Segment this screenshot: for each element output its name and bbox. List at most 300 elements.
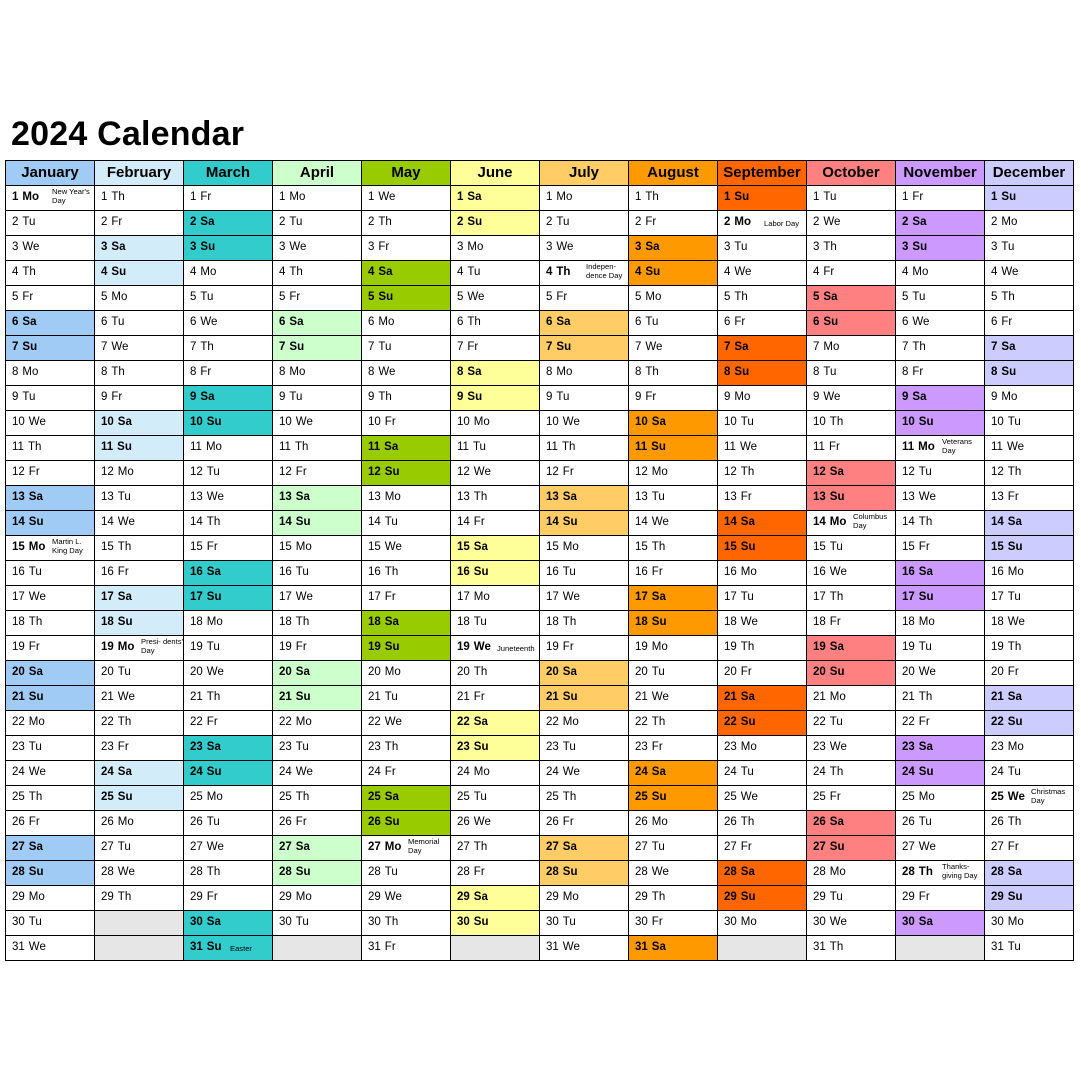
weekday-abbr: Fr <box>645 216 657 228</box>
weekday-abbr: Su <box>918 766 934 778</box>
day-cell <box>628 510 718 536</box>
day-number: 26 <box>279 816 292 828</box>
weekday-abbr: We <box>117 691 135 703</box>
day-number: 19 <box>190 641 203 653</box>
day-label <box>813 291 837 303</box>
day-label <box>190 866 220 878</box>
day-label <box>724 316 745 328</box>
day-number: 4 <box>546 266 553 278</box>
day-cell <box>5 435 95 461</box>
day-cell <box>272 235 362 261</box>
day-number: 6 <box>12 316 19 328</box>
holiday-label: Columbus Day <box>853 512 888 530</box>
day-label <box>12 441 41 453</box>
day-number: 18 <box>190 616 203 628</box>
day-number: 17 <box>546 591 559 603</box>
day-cell <box>5 510 95 536</box>
day-label <box>991 291 1015 303</box>
day-label <box>902 541 930 553</box>
day-cell <box>717 585 807 611</box>
day-number: 21 <box>12 691 25 703</box>
day-cell <box>272 260 362 286</box>
weekday-abbr: Mo <box>117 641 135 653</box>
weekday-abbr: Th <box>562 791 577 803</box>
day-cell <box>94 535 184 561</box>
month-column-june <box>450 160 539 961</box>
day-number: 28 <box>902 866 915 878</box>
day-label <box>724 541 756 553</box>
day-number: 5 <box>457 291 464 303</box>
weekday-abbr: Mo <box>1007 916 1024 928</box>
weekday-abbr: We <box>384 541 402 553</box>
day-number: 23 <box>546 741 559 753</box>
day-cell <box>628 435 718 461</box>
day-cell <box>539 910 629 936</box>
day-label <box>635 791 667 803</box>
day-cell <box>717 335 807 361</box>
day-label <box>724 441 757 453</box>
day-label <box>279 191 305 203</box>
day-cell <box>984 260 1074 286</box>
day-number: 31 <box>635 941 648 953</box>
day-number: 19 <box>12 641 25 653</box>
day-number: 12 <box>368 466 381 478</box>
day-label <box>635 716 665 728</box>
day-label <box>635 541 665 553</box>
month-header: September <box>717 160 807 186</box>
weekday-abbr: Fr <box>651 916 663 928</box>
weekday-abbr: Sa <box>918 741 933 753</box>
month-column-december <box>984 160 1073 961</box>
weekday-abbr: Tu <box>562 916 576 928</box>
weekday-abbr: Fr <box>473 516 485 528</box>
weekday-abbr: We <box>918 491 936 503</box>
day-cell <box>450 310 540 336</box>
day-cell <box>361 610 451 636</box>
day-cell <box>806 810 896 836</box>
day-cell <box>94 335 184 361</box>
day-label <box>724 466 754 478</box>
day-number: 20 <box>368 666 381 678</box>
day-number: 9 <box>279 391 286 403</box>
weekday-abbr: We <box>734 266 752 278</box>
weekday-abbr: Fr <box>206 891 218 903</box>
day-label <box>368 491 401 503</box>
day-number: 14 <box>635 516 648 528</box>
day-cell <box>717 835 807 861</box>
day-number: 19 <box>813 641 826 653</box>
day-number: 29 <box>635 891 648 903</box>
day-number: 16 <box>991 566 1004 578</box>
day-cell <box>5 835 95 861</box>
day-number: 19 <box>368 641 381 653</box>
day-number: 5 <box>368 291 375 303</box>
weekday-abbr: Mo <box>206 616 223 628</box>
weekday-abbr: Mo <box>384 666 401 678</box>
day-number: 3 <box>101 241 108 253</box>
day-label <box>457 866 485 878</box>
weekday-abbr: Tu <box>918 641 932 653</box>
day-number: 18 <box>457 616 470 628</box>
weekday-abbr: Sa <box>823 291 838 303</box>
day-number: 12 <box>902 466 915 478</box>
day-number: 15 <box>12 541 25 553</box>
day-label <box>279 791 309 803</box>
day-label <box>991 541 1023 553</box>
day-label <box>635 741 663 753</box>
day-cell <box>895 560 985 586</box>
day-number: 6 <box>724 316 731 328</box>
weekday-abbr: Fr <box>22 291 34 303</box>
day-label <box>813 191 836 203</box>
weekday-abbr: We <box>378 366 396 378</box>
day-label <box>279 591 313 603</box>
day-label <box>724 691 755 703</box>
day-number: 18 <box>724 616 737 628</box>
day-cell <box>984 710 1074 736</box>
day-cell <box>183 510 273 536</box>
day-label <box>12 941 46 953</box>
weekday-abbr: We <box>473 641 491 653</box>
day-number: 28 <box>101 866 114 878</box>
weekday-abbr: Mo <box>473 766 490 778</box>
day-label <box>457 341 478 353</box>
day-cell <box>539 335 629 361</box>
day-cell <box>717 735 807 761</box>
day-label <box>190 291 213 303</box>
day-cell <box>5 735 95 761</box>
day-number: 21 <box>902 691 915 703</box>
day-label <box>368 691 398 703</box>
day-cell <box>895 535 985 561</box>
day-cell <box>5 610 95 636</box>
weekday-abbr: Th <box>378 216 392 228</box>
day-cell <box>450 685 540 711</box>
weekday-abbr: We <box>295 766 313 778</box>
weekday-abbr: We <box>200 316 218 328</box>
day-label <box>724 841 752 853</box>
day-label <box>190 191 211 203</box>
weekday-abbr: Su <box>117 616 133 628</box>
day-label <box>279 891 312 903</box>
day-number: 3 <box>635 241 642 253</box>
weekday-abbr: Mo <box>740 741 757 753</box>
day-label <box>635 291 661 303</box>
day-label <box>635 491 665 503</box>
weekday-abbr: Fr <box>562 816 574 828</box>
weekday-abbr: Su <box>556 341 572 353</box>
day-cell <box>94 310 184 336</box>
day-label <box>991 241 1014 253</box>
day-label <box>12 916 42 928</box>
weekday-abbr: Su <box>651 616 667 628</box>
day-number: 2 <box>813 216 820 228</box>
day-number: 17 <box>101 591 114 603</box>
day-number: 27 <box>101 841 114 853</box>
day-label <box>724 566 757 578</box>
day-cell <box>450 885 540 911</box>
weekday-abbr: Th <box>740 466 755 478</box>
day-number: 12 <box>991 466 1004 478</box>
day-cell <box>183 335 273 361</box>
day-label <box>279 541 312 553</box>
weekday-abbr: Tu <box>1001 241 1015 253</box>
weekday-abbr: Tu <box>117 491 131 503</box>
day-label <box>279 216 302 228</box>
day-cell <box>450 510 540 536</box>
weekday-abbr: Su <box>295 516 311 528</box>
day-label <box>279 766 313 778</box>
day-label <box>991 441 1024 453</box>
day-label <box>991 616 1025 628</box>
weekday-abbr: Th <box>22 266 36 278</box>
day-cell <box>717 310 807 336</box>
day-cell <box>539 785 629 811</box>
day-label <box>101 841 131 853</box>
day-number: 30 <box>12 916 25 928</box>
day-label <box>190 641 220 653</box>
day-cell <box>5 260 95 286</box>
day-label <box>368 816 400 828</box>
day-label <box>279 416 313 428</box>
day-cell <box>450 560 540 586</box>
day-label <box>190 566 221 578</box>
calendar-grid <box>5 160 1075 961</box>
day-number: 3 <box>991 241 998 253</box>
day-cell <box>539 610 629 636</box>
day-number: 23 <box>457 741 470 753</box>
day-label <box>279 366 305 378</box>
day-cell <box>806 585 896 611</box>
day-cell <box>539 835 629 861</box>
weekday-abbr: Fr <box>117 741 129 753</box>
day-number: 23 <box>190 741 203 753</box>
day-number: 29 <box>724 891 737 903</box>
day-cell <box>361 735 451 761</box>
day-number: 23 <box>101 741 114 753</box>
day-cell <box>450 810 540 836</box>
day-label <box>457 316 481 328</box>
day-number: 13 <box>279 491 292 503</box>
day-cell <box>717 185 807 211</box>
weekday-abbr: Tu <box>651 491 665 503</box>
day-label <box>190 216 214 228</box>
day-cell <box>450 610 540 636</box>
day-cell <box>361 635 451 661</box>
day-cell <box>895 260 985 286</box>
day-number: 11 <box>724 441 736 453</box>
weekday-abbr: We <box>823 216 841 228</box>
weekday-abbr: Su <box>651 441 666 453</box>
day-cell <box>717 410 807 436</box>
weekday-abbr: We <box>295 591 313 603</box>
day-cell <box>984 885 1074 911</box>
day-label <box>635 866 669 878</box>
weekday-abbr: Th <box>384 741 399 753</box>
weekday-abbr: Tu <box>556 391 570 403</box>
day-cell <box>984 210 1074 236</box>
day-label <box>902 666 936 678</box>
day-cell <box>450 460 540 486</box>
day-label <box>12 341 37 353</box>
weekday-abbr: Mo <box>556 366 573 378</box>
day-number: 10 <box>368 416 381 428</box>
day-label <box>991 466 1021 478</box>
day-number: 16 <box>279 566 292 578</box>
day-cell <box>183 585 273 611</box>
day-cell <box>272 485 362 511</box>
weekday-abbr: Mo <box>918 791 935 803</box>
day-number: 27 <box>368 841 381 853</box>
month-header: July <box>539 160 629 186</box>
day-cell <box>984 760 1074 786</box>
day-cell <box>94 235 184 261</box>
day-label <box>368 366 395 378</box>
day-cell <box>272 910 362 936</box>
day-label <box>635 241 659 253</box>
weekday-abbr: Fr <box>111 216 123 228</box>
weekday-abbr: Tu <box>918 466 932 478</box>
day-number: 2 <box>991 216 998 228</box>
day-cell <box>272 560 362 586</box>
day-number: 27 <box>902 841 915 853</box>
day-cell <box>183 935 273 961</box>
day-cell <box>628 835 718 861</box>
day-number: 1 <box>101 191 108 203</box>
day-number: 14 <box>991 516 1004 528</box>
day-label <box>12 516 44 528</box>
day-number: 5 <box>279 291 286 303</box>
day-number: 24 <box>101 766 114 778</box>
day-label <box>190 791 223 803</box>
day-number: 17 <box>12 591 25 603</box>
day-number: 18 <box>12 616 25 628</box>
weekday-abbr: Fr <box>378 241 390 253</box>
weekday-abbr: Sa <box>467 366 482 378</box>
month-column-march <box>183 160 272 961</box>
day-cell <box>539 460 629 486</box>
month-header: June <box>450 160 540 186</box>
weekday-abbr: Th <box>384 916 399 928</box>
day-number: 7 <box>813 341 820 353</box>
day-number: 19 <box>902 641 915 653</box>
day-number: 13 <box>457 491 470 503</box>
day-number: 11 <box>368 441 381 453</box>
day-label <box>190 816 220 828</box>
day-label <box>279 841 310 853</box>
day-cell <box>361 285 451 311</box>
day-number: 16 <box>724 566 737 578</box>
weekday-abbr: We <box>651 516 669 528</box>
day-label <box>902 691 932 703</box>
weekday-abbr: Th <box>829 591 844 603</box>
day-label <box>279 741 309 753</box>
day-cell <box>984 585 1074 611</box>
day-label <box>813 891 843 903</box>
day-cell <box>361 660 451 686</box>
day-number: 13 <box>991 491 1004 503</box>
day-label <box>457 716 488 728</box>
weekday-abbr: Mo <box>111 291 128 303</box>
day-cell <box>628 810 718 836</box>
weekday-abbr: Th <box>1001 291 1015 303</box>
day-label <box>813 716 843 728</box>
day-number: 4 <box>368 266 375 278</box>
day-cell <box>539 885 629 911</box>
day-number: 23 <box>902 741 915 753</box>
weekday-abbr: Fr <box>384 591 396 603</box>
day-cell <box>272 435 362 461</box>
weekday-abbr: Mo <box>1001 216 1018 228</box>
day-cell <box>806 560 896 586</box>
weekday-abbr: Su <box>734 366 750 378</box>
weekday-abbr: Sa <box>467 191 482 203</box>
day-cell <box>806 335 896 361</box>
day-cell <box>895 210 985 236</box>
day-number: 28 <box>12 866 25 878</box>
day-cell <box>895 835 985 861</box>
day-label <box>991 916 1024 928</box>
weekday-abbr: Su <box>206 591 222 603</box>
day-cell <box>5 460 95 486</box>
day-cell <box>895 235 985 261</box>
day-label <box>724 416 754 428</box>
day-label <box>635 616 667 628</box>
day-number: 15 <box>368 541 381 553</box>
weekday-abbr: Th <box>734 291 748 303</box>
day-label <box>813 416 843 428</box>
weekday-abbr: Th <box>829 941 844 953</box>
day-number: 13 <box>101 491 114 503</box>
day-label <box>991 816 1021 828</box>
weekday-abbr: We <box>651 866 669 878</box>
day-number: 25 <box>101 791 114 803</box>
day-label <box>546 791 576 803</box>
day-number: 24 <box>457 766 470 778</box>
day-cell <box>361 235 451 261</box>
day-cell <box>183 885 273 911</box>
day-number: 22 <box>190 716 203 728</box>
day-number: 7 <box>279 341 286 353</box>
day-label <box>813 366 836 378</box>
day-number: 28 <box>190 866 203 878</box>
day-cell <box>806 885 896 911</box>
day-number: 9 <box>457 391 464 403</box>
weekday-abbr: Tu <box>467 266 481 278</box>
weekday-abbr: Su <box>473 741 489 753</box>
day-cell <box>628 760 718 786</box>
day-label <box>101 641 134 653</box>
day-cell <box>361 860 451 886</box>
day-cell <box>984 835 1074 861</box>
day-label <box>190 941 222 953</box>
weekday-abbr: Sa <box>1007 516 1022 528</box>
day-label <box>368 866 398 878</box>
weekday-abbr: Th <box>1007 641 1022 653</box>
weekday-abbr: Mo <box>912 266 929 278</box>
weekday-abbr: Tu <box>22 391 36 403</box>
day-cell <box>183 760 273 786</box>
day-label <box>991 266 1018 278</box>
day-number: 29 <box>546 891 559 903</box>
day-cell <box>5 810 95 836</box>
weekday-abbr: Fr <box>734 316 746 328</box>
day-number: 29 <box>190 891 203 903</box>
day-number: 24 <box>991 766 1004 778</box>
day-cell <box>5 585 95 611</box>
day-number: 23 <box>368 741 381 753</box>
day-label <box>457 641 491 653</box>
